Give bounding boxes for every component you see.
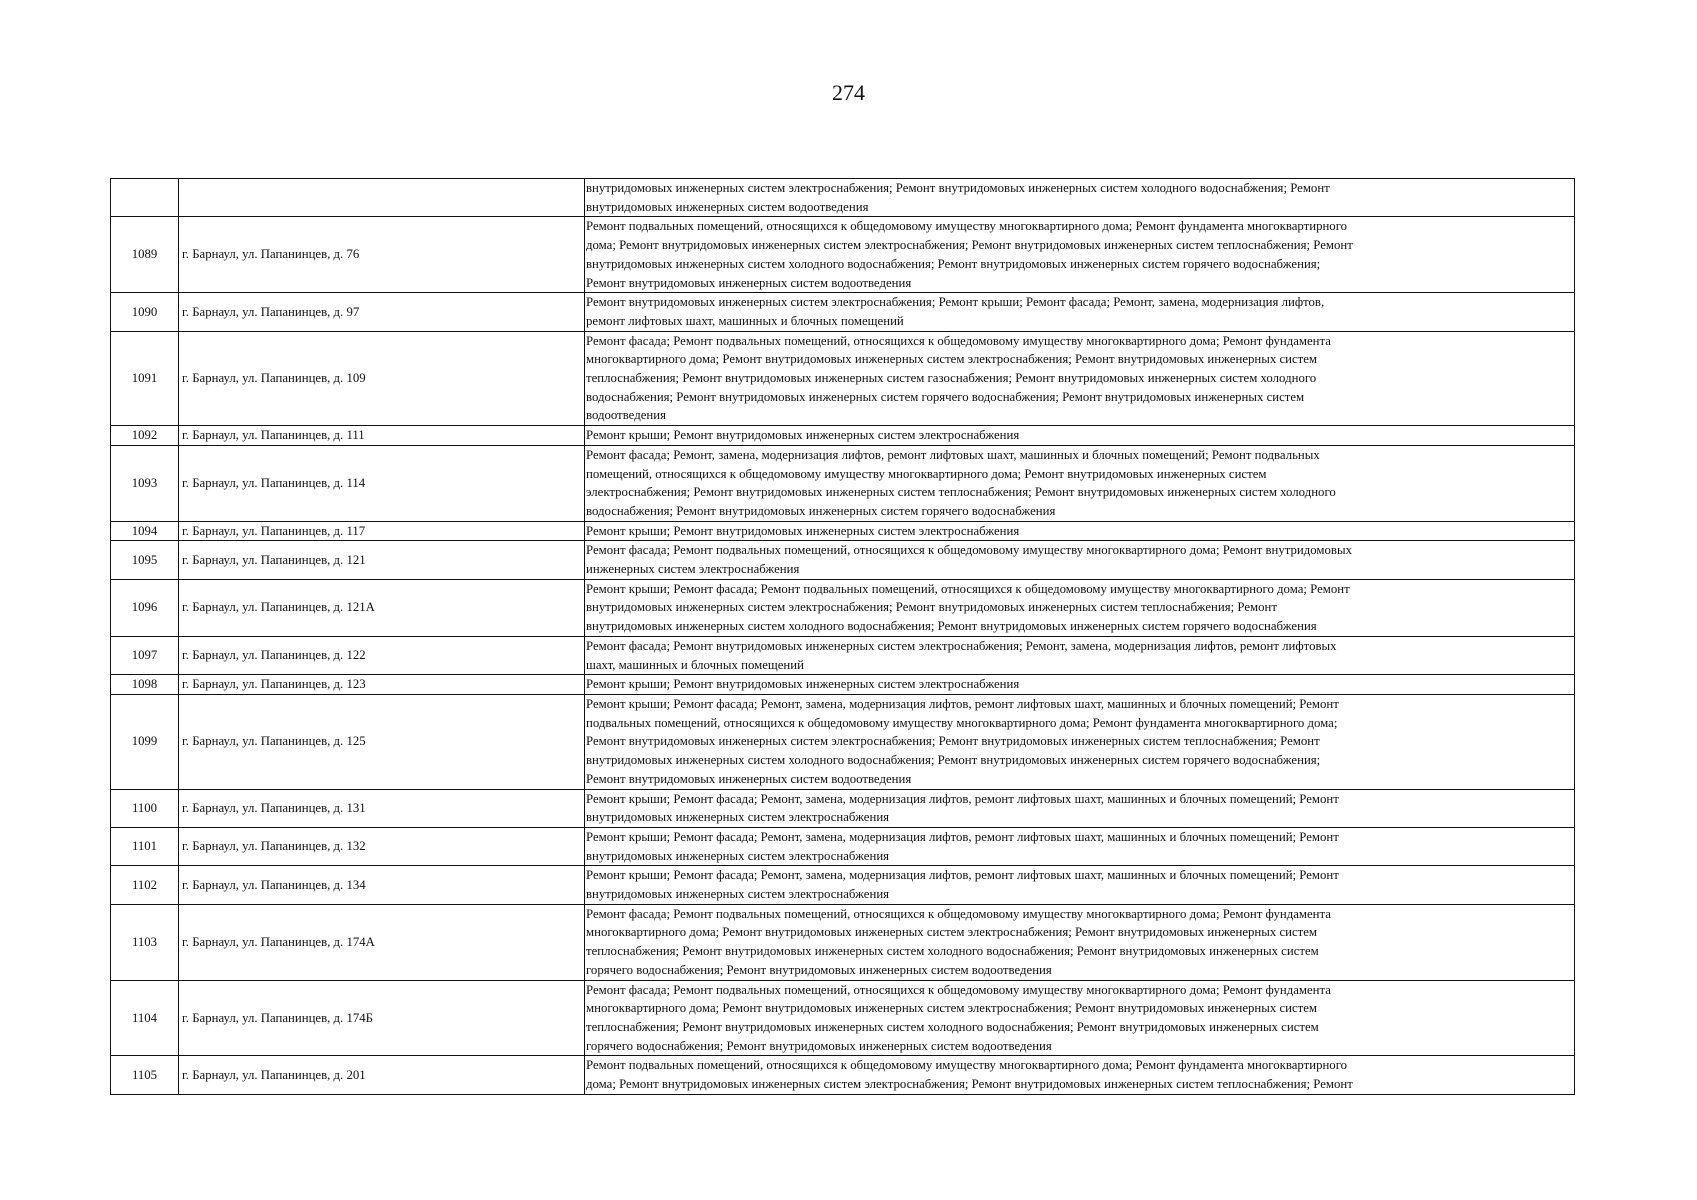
works-line: Ремонт крыши; Ремонт фасада; Ремонт, замена, модернизация лифтов, ремонт лифтовых шахт, машинных и блочных помещений; Ремонт (586, 829, 1339, 844)
works-cell (585, 426, 1575, 446)
table-row (111, 217, 1575, 293)
table-row (111, 675, 1575, 695)
row-number: 1098 (111, 675, 179, 695)
address-cell: г. Барнаул, ул. Папанинцев, д. 114 (179, 445, 585, 521)
works-line: внутридомовых инженерных систем холодного водоснабжения; Ремонт внутридомовых инженерных систем горячего водоснабжения; (586, 256, 1321, 271)
works-line: внутридомовых инженерных систем электроснабжения; Ремонт внутридомовых инженерных систем холодного водоснабжения; Ремонт (586, 181, 1330, 195)
address-cell: г. Барнаул, ул. Папанинцев, д. 76 (179, 217, 585, 293)
row-number: 1092 (111, 426, 179, 446)
works-line: подвальных помещений, относящихся к общедомовому имуществу многоквартирного дома; Ремонт фундамента многоквартирного дома; (586, 715, 1338, 730)
works-line: теплоснабжения; Ремонт внутридомовых инженерных систем газоснабжения; Ремонт внутридомовых инженерных систем холодного (586, 371, 1317, 386)
table-row (111, 445, 1575, 521)
works-line: внутридомовых инженерных систем электроснабжения; Ремонт внутридомовых инженерных систем теплоснабжения; Ремонт (586, 600, 1277, 615)
works-line: Ремонт крыши; Ремонт фасада; Ремонт, замена, модернизация лифтов, ремонт лифтовых шахт, машинных и блочных помещений; Ремонт (586, 696, 1339, 711)
row-number: 1089 (111, 217, 179, 293)
table-row (111, 827, 1575, 865)
row-number: 1103 (111, 904, 179, 980)
address-cell: г. Барнаул, ул. Папанинцев, д. 132 (179, 827, 585, 865)
address-cell: г. Барнаул, ул. Папанинцев, д. 174Б (179, 980, 585, 1056)
row-number: 1091 (111, 331, 179, 426)
works-line: водоснабжения; Ремонт внутридомовых инженерных систем горячего водоснабжения; Ремонт внутридомовых инженерных систем (586, 389, 1305, 404)
works-line: Ремонт фасада; Ремонт, замена, модернизация лифтов, ремонт лифтовых шахт, машинных и блочных помещений; Ремонт подвальных (586, 447, 1320, 462)
address-cell: г. Барнаул, ул. Папанинцев, д. 109 (179, 331, 585, 426)
works-line: водоснабжения; Ремонт внутридомовых инженерных систем горячего водоснабжения (586, 503, 1056, 518)
table-row (111, 579, 1575, 636)
works-line: внутридомовых инженерных систем холодного водоснабжения; Ремонт внутридомовых инженерных систем горячего водоснабжения; (586, 753, 1321, 768)
works-cell (585, 541, 1575, 579)
works-line: Ремонт внутридомовых инженерных систем водоотведения (586, 275, 912, 290)
works-line: теплоснабжения; Ремонт внутридомовых инженерных систем холодного водоснабжения; Ремонт внутридомовых инженерных систем (586, 944, 1319, 959)
works-line: Ремонт фасада; Ремонт внутридомовых инженерных систем электроснабжения; Ремонт, замена, модернизация лифтов, ремонт лифтовых (586, 638, 1337, 653)
page-number: 274 (832, 80, 865, 105)
works-line: теплоснабжения; Ремонт внутридомовых инженерных систем холодного водоснабжения; Ремонт внутридомовых инженерных систем (586, 1019, 1319, 1034)
works-line: инженерных систем электроснабжения (586, 562, 800, 577)
table-row (111, 521, 1575, 541)
works-cell (585, 904, 1575, 980)
address-cell: г. Барнаул, ул. Папанинцев, д. 201 (179, 1056, 585, 1094)
works-line: внутридомовых инженерных систем холодного водоснабжения; Ремонт внутридомовых инженерных систем горячего водоснабжения (586, 619, 1317, 634)
works-line: внутридомовых инженерных систем электроснабжения (586, 887, 890, 902)
works-line: Ремонт крыши; Ремонт внутридомовых инженерных систем электроснабжения (586, 428, 1020, 443)
address-cell: г. Барнаул, ул. Папанинцев, д. 121 (179, 541, 585, 579)
address-cell: г. Барнаул, ул. Папанинцев, д. 134 (179, 866, 585, 904)
works-line: шахт, машинных и блочных помещений (586, 657, 804, 672)
row-number: 1095 (111, 541, 179, 579)
works-line: горячего водоснабжения; Ремонт внутридомовых инженерных систем водоотведения (586, 1038, 1052, 1053)
works-cell (585, 980, 1575, 1056)
row-number: 1093 (111, 445, 179, 521)
works-line: многоквартирного дома; Ремонт внутридомовых инженерных систем электроснабжения; Ремонт внутридомовых инженерных систем (586, 352, 1318, 367)
works-cell (585, 521, 1575, 541)
works-cell (585, 293, 1575, 331)
table-row (111, 636, 1575, 674)
works-cell (585, 579, 1575, 636)
works-line: электроснабжения; Ремонт внутридомовых инженерных систем теплоснабжения; Ремонт внутридомовых инженерных систем холодного (586, 485, 1336, 500)
row-number: 1097 (111, 636, 179, 674)
table-row (111, 541, 1575, 579)
repair-list-table (110, 178, 1575, 1095)
address-cell: г. Барнаул, ул. Папанинцев, д. 125 (179, 694, 585, 789)
works-line: Ремонт внутридомовых инженерных систем электроснабжения; Ремонт внутридомовых инженерных систем теплоснабжения; Ремонт (586, 734, 1320, 749)
works-line: внутридомовых инженерных систем электроснабжения (586, 810, 890, 825)
works-line: Ремонт крыши; Ремонт фасада; Ремонт, замена, модернизация лифтов, ремонт лифтовых шахт, машинных и блочных помещений; Ремонт (586, 868, 1339, 883)
works-cell (585, 445, 1575, 521)
works-cell (585, 1056, 1575, 1094)
works-line: дома; Ремонт внутридомовых инженерных систем электроснабжения; Ремонт внутридомовых инженерных систем теплоснабжения; Ремонт (586, 1077, 1353, 1092)
table-row (111, 980, 1575, 1056)
works-cell (585, 866, 1575, 904)
row-number (111, 179, 179, 217)
row-number: 1100 (111, 789, 179, 827)
address-cell (179, 179, 585, 217)
works-line: Ремонт фасада; Ремонт подвальных помещений, относящихся к общедомовому имуществу многоквартирного дома; Ремонт фундамента (586, 906, 1331, 921)
address-cell: г. Барнаул, ул. Папанинцев, д. 131 (179, 789, 585, 827)
works-line: внутридомовых инженерных систем электроснабжения (586, 848, 890, 863)
works-line: дома; Ремонт внутридомовых инженерных систем электроснабжения; Ремонт внутридомовых инженерных систем теплоснабжения; Ремонт (586, 238, 1353, 253)
works-line: Ремонт внутридомовых инженерных систем водоотведения (586, 771, 912, 786)
works-line: многоквартирного дома; Ремонт внутридомовых инженерных систем электроснабжения; Ремонт внутридомовых инженерных систем (586, 925, 1318, 940)
row-number: 1096 (111, 579, 179, 636)
table-row (111, 866, 1575, 904)
row-number: 1101 (111, 827, 179, 865)
works-line: водоотведения (586, 408, 666, 423)
works-cell (585, 636, 1575, 674)
works-line: многоквартирного дома; Ремонт внутридомовых инженерных систем электроснабжения; Ремонт внутридомовых инженерных систем (586, 1001, 1318, 1016)
table-row (111, 789, 1575, 827)
works-line: Ремонт крыши; Ремонт фасада; Ремонт, замена, модернизация лифтов, ремонт лифтовых шахт, машинных и блочных помещений; Ремонт (586, 791, 1339, 806)
table-row (111, 179, 1575, 217)
table-row (111, 426, 1575, 446)
works-line: помещений, относящихся к общедомовому имуществу многоквартирного дома; Ремонт внутридомовых инженерных систем (586, 466, 1267, 481)
works-line: Ремонт крыши; Ремонт фасада; Ремонт подвальных помещений, относящихся к общедомовому имуществу многоквартирного дома; Ремонт (586, 581, 1350, 596)
row-number: 1099 (111, 694, 179, 789)
address-cell: г. Барнаул, ул. Папанинцев, д. 111 (179, 426, 585, 446)
works-line: Ремонт фасада; Ремонт подвальных помещений, относящихся к общедомовому имуществу многоквартирного дома; Ремонт внутридомовых (586, 543, 1352, 558)
address-cell: г. Барнаул, ул. Папанинцев, д. 121А (179, 579, 585, 636)
works-cell (585, 694, 1575, 789)
address-cell: г. Барнаул, ул. Папанинцев, д. 123 (179, 675, 585, 695)
works-line: Ремонт подвальных помещений, относящихся к общедомовому имуществу многоквартирного дома; Ремонт фундамента многоквартирного (586, 219, 1348, 234)
row-number: 1105 (111, 1056, 179, 1094)
row-number: 1094 (111, 521, 179, 541)
table-row (111, 331, 1575, 426)
works-line: Ремонт крыши; Ремонт внутридомовых инженерных систем электроснабжения (586, 677, 1020, 692)
works-cell (585, 179, 1575, 217)
works-line: Ремонт подвальных помещений, относящихся к общедомовому имуществу многоквартирного дома; Ремонт фундамента многоквартирного (586, 1058, 1348, 1073)
works-line: Ремонт внутридомовых инженерных систем электроснабжения; Ремонт крыши; Ремонт фасада; Ремонт, замена, модернизация лифтов, (586, 295, 1325, 310)
table-body (111, 179, 1575, 1095)
address-cell: г. Барнаул, ул. Папанинцев, д. 174А (179, 904, 585, 980)
table-row (111, 293, 1575, 331)
works-cell (585, 789, 1575, 827)
works-cell (585, 331, 1575, 426)
works-line: ремонт лифтовых шахт, машинных и блочных помещений (586, 313, 904, 328)
table-row (111, 694, 1575, 789)
address-cell: г. Барнаул, ул. Папанинцев, д. 97 (179, 293, 585, 331)
address-cell: г. Барнаул, ул. Папанинцев, д. 117 (179, 521, 585, 541)
works-line: Ремонт крыши; Ремонт внутридомовых инженерных систем электроснабжения (586, 523, 1020, 538)
row-number: 1090 (111, 293, 179, 331)
address-cell: г. Барнаул, ул. Папанинцев, д. 122 (179, 636, 585, 674)
works-cell (585, 675, 1575, 695)
works-line: Ремонт фасада; Ремонт подвальных помещений, относящихся к общедомовому имуществу многоквартирного дома; Ремонт фундамента (586, 333, 1331, 348)
works-cell (585, 827, 1575, 865)
works-line: Ремонт фасада; Ремонт подвальных помещений, относящихся к общедомовому имуществу многоквартирного дома; Ремонт фундамента (586, 982, 1331, 997)
table-row (111, 904, 1575, 980)
row-number: 1102 (111, 866, 179, 904)
row-number: 1104 (111, 980, 179, 1056)
works-line: внутридомовых инженерных систем водоотведения (586, 199, 869, 214)
works-line: горячего водоснабжения; Ремонт внутридомовых инженерных систем водоотведения (586, 962, 1052, 977)
works-cell (585, 217, 1575, 293)
table-row (111, 1056, 1575, 1094)
